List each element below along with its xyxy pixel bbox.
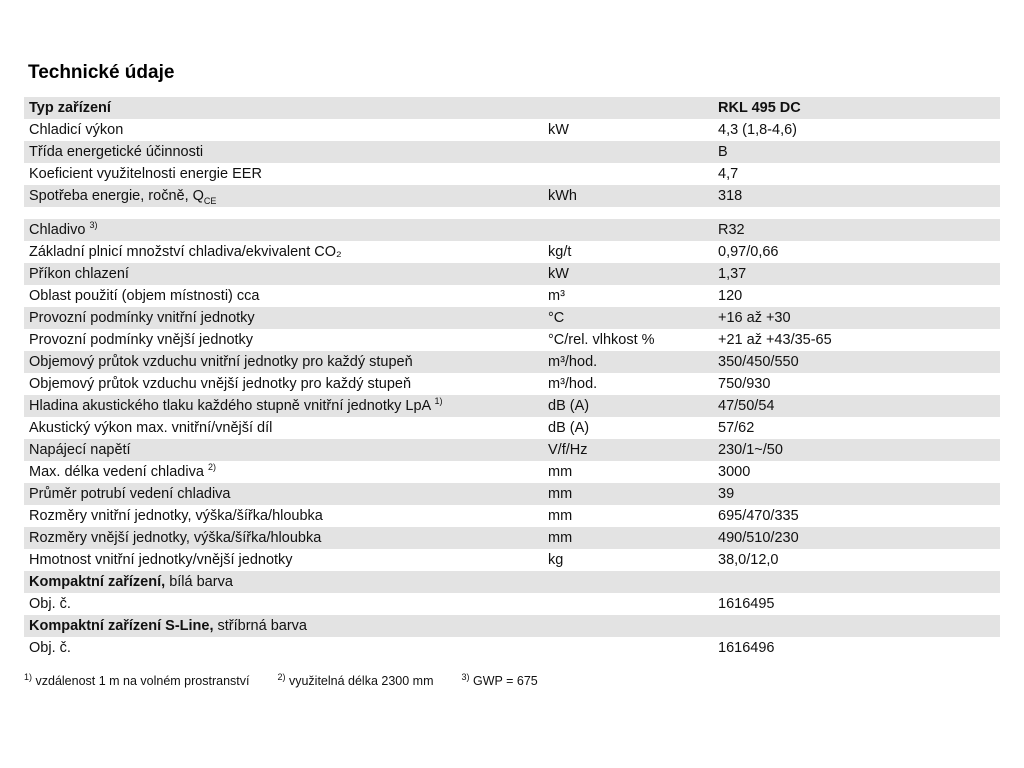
spec-label: Provozní podmínky vnější jednotky bbox=[29, 332, 254, 348]
footnote: $^{3)}$ GWP = 675 bbox=[461, 671, 538, 688]
spec-unit bbox=[548, 615, 718, 637]
spec-label: Chladivo $^{3)}$ bbox=[29, 220, 98, 238]
spec-label: Příkon chlazení bbox=[29, 266, 129, 282]
spec-unit: m³ bbox=[548, 288, 565, 304]
spec-unit bbox=[548, 637, 718, 659]
spec-label: Oblast použití (objem místnosti) cca bbox=[29, 288, 260, 304]
spec-value: 0,97/0,66 bbox=[718, 244, 779, 260]
spec-unit: kg/t bbox=[548, 244, 572, 260]
spec-unit: kW bbox=[548, 122, 569, 138]
spec-value: 230/1~/50 bbox=[718, 442, 783, 458]
spec-label: Kompaktní zařízení, bílá barva bbox=[29, 574, 233, 590]
spec-label: Třída energetické účinnosti bbox=[29, 144, 204, 160]
footnotes bbox=[24, 673, 1000, 689]
spec-value bbox=[718, 571, 1000, 593]
spec-row bbox=[24, 185, 1000, 207]
spec-row bbox=[24, 637, 1000, 659]
spec-label: Chladicí výkon bbox=[29, 122, 124, 138]
spec-value: 1616495 bbox=[718, 596, 775, 612]
spec-unit: mm bbox=[548, 464, 573, 480]
spec-value: 490/510/230 bbox=[718, 530, 799, 546]
spec-unit: kg bbox=[548, 552, 564, 568]
spec-unit bbox=[548, 593, 718, 615]
spec-label-bold: Kompaktní zařízení S-Line, bbox=[29, 618, 214, 634]
spec-label: Rozměry vnitřní jednotky, výška/šířka/hloubka bbox=[29, 508, 323, 524]
footnote-marker: 2) bbox=[277, 671, 286, 682]
spec-unit bbox=[548, 571, 718, 593]
footnote-marker: 1) bbox=[24, 671, 33, 682]
spec-unit bbox=[548, 97, 718, 119]
spec-value: 1616496 bbox=[718, 640, 775, 656]
spec-value: 1,37 bbox=[718, 266, 747, 282]
spec-value: +16 až +30 bbox=[718, 310, 791, 326]
spec-row bbox=[24, 163, 1000, 185]
spec-label: Koeficient využitelnosti energie EER bbox=[29, 166, 262, 182]
spec-label: Objemový průtok vzduchu vnitřní jednotky pro každý stupeň bbox=[29, 354, 413, 370]
spec-unit: °C/rel. vlhkost % bbox=[548, 332, 655, 348]
spec-row bbox=[24, 285, 1000, 307]
spec-row bbox=[24, 417, 1000, 439]
spec-label: Provozní podmínky vnitřní jednotky bbox=[29, 310, 255, 326]
spec-label-bold: Kompaktní zařízení, bbox=[29, 574, 166, 590]
spec-value: 57/62 bbox=[718, 420, 755, 436]
spec-table bbox=[24, 97, 1000, 659]
spec-row bbox=[24, 593, 1000, 615]
spec-value: 39 bbox=[718, 486, 735, 502]
subscript-label: CE bbox=[203, 195, 217, 206]
section-header-row bbox=[24, 615, 1000, 637]
spec-unit: V/f/Hz bbox=[548, 442, 588, 458]
spec-label: Průměr potrubí vedení chladiva bbox=[29, 486, 231, 502]
spec-row bbox=[24, 439, 1000, 461]
footnote-marker: 2) bbox=[207, 462, 216, 473]
spec-row bbox=[24, 263, 1000, 285]
spec-unit: kW bbox=[548, 266, 569, 282]
spec-row bbox=[24, 395, 1000, 417]
spec-row bbox=[24, 351, 1000, 373]
spec-label: Objemový průtok vzduchu vnější jednotky pro každý stupeň bbox=[29, 376, 412, 392]
spec-label: Základní plnicí množství chladiva/ekvivalent CO₂ bbox=[29, 244, 342, 260]
spec-row bbox=[24, 219, 1000, 241]
spec-value: B bbox=[718, 144, 728, 160]
spec-row bbox=[24, 461, 1000, 483]
footnote: $^{2)}$ využitelná délka 2300 mm bbox=[277, 671, 434, 688]
footnote: $^{1)}$ vzdálenost 1 m na volném prostranství bbox=[24, 671, 250, 688]
spec-unit bbox=[548, 141, 718, 163]
footnote-marker: 1) bbox=[434, 396, 443, 407]
spec-value: 120 bbox=[718, 288, 743, 304]
spec-label: Typ zařízení bbox=[29, 100, 111, 116]
footnote-marker: 3) bbox=[461, 671, 470, 682]
spec-value: 38,0/12,0 bbox=[718, 552, 779, 568]
spec-unit: mm bbox=[548, 530, 573, 546]
spec-value: R32 bbox=[718, 222, 745, 238]
spec-row bbox=[24, 329, 1000, 351]
page-title: Technické údaje bbox=[28, 62, 175, 83]
spec-label: Akustický výkon max. vnitřní/vnější díl bbox=[29, 420, 273, 436]
spec-row bbox=[24, 483, 1000, 505]
spec-value: 4,7 bbox=[718, 166, 739, 182]
spec-value: 4,3 (1,8-4,6) bbox=[718, 122, 797, 138]
spec-row bbox=[24, 505, 1000, 527]
spec-value bbox=[718, 615, 1000, 637]
spec-row bbox=[24, 119, 1000, 141]
spec-row bbox=[24, 97, 1000, 119]
spec-label: Rozměry vnější jednotky, výška/šířka/hloubka bbox=[29, 530, 322, 546]
spec-label: Hmotnost vnitřní jednotky/vnější jednotky bbox=[29, 552, 293, 568]
spec-row bbox=[24, 549, 1000, 571]
spec-value: 318 bbox=[718, 188, 743, 204]
section-header-row bbox=[24, 571, 1000, 593]
spec-row bbox=[24, 307, 1000, 329]
spec-unit bbox=[548, 219, 718, 241]
spec-label: Obj. č. bbox=[29, 596, 71, 612]
spec-unit: dB (A) bbox=[548, 398, 590, 414]
spec-label: Obj. č. bbox=[29, 640, 71, 656]
spec-label: Kompaktní zařízení S-Line, stříbrná barva bbox=[29, 618, 307, 634]
spec-unit: m³/hod. bbox=[548, 354, 598, 370]
spec-unit: mm bbox=[548, 486, 573, 502]
spec-label: Napájecí napětí bbox=[29, 442, 131, 458]
spec-label: Max. délka vedení chladiva $^{2)}$ bbox=[29, 462, 216, 480]
spec-unit bbox=[548, 163, 718, 185]
spec-label: Hladina akustického tlaku každého stupně vnitřní jednotky LpA $^{1)}$ bbox=[29, 396, 443, 414]
spec-label: Spotřeba energie, ročně, $Q_{CE}$ bbox=[29, 188, 217, 206]
spec-unit: °C bbox=[548, 310, 565, 326]
spec-row bbox=[24, 527, 1000, 549]
spec-unit: dB (A) bbox=[548, 420, 590, 436]
footnote-marker: 3) bbox=[89, 220, 98, 231]
spec-value: RKL 495 DC bbox=[718, 100, 801, 116]
spec-value: 350/450/550 bbox=[718, 354, 799, 370]
spec-value: 3000 bbox=[718, 464, 751, 480]
spec-row bbox=[24, 141, 1000, 163]
spec-unit: kWh bbox=[548, 188, 577, 204]
spec-row bbox=[24, 373, 1000, 395]
spec-value: 750/930 bbox=[718, 376, 771, 392]
spec-unit: m³/hod. bbox=[548, 376, 598, 392]
spec-unit: mm bbox=[548, 508, 573, 524]
spec-value: 47/50/54 bbox=[718, 398, 775, 414]
spec-value: +21 až +43/35-65 bbox=[718, 332, 832, 348]
spec-row bbox=[24, 241, 1000, 263]
spec-value: 695/470/335 bbox=[718, 508, 799, 524]
